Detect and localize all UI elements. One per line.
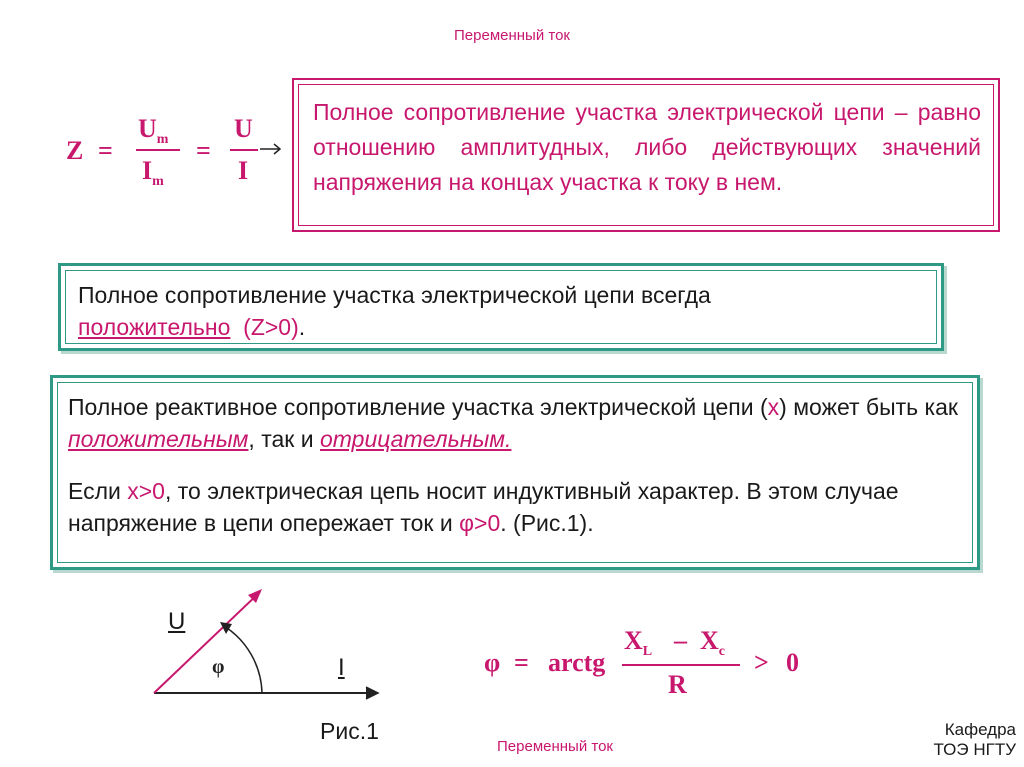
phi-condition: φ>0	[459, 510, 501, 536]
phi-label: φ	[212, 656, 225, 678]
phi-symbol: φ	[484, 648, 501, 677]
greater-than-sign: >	[754, 648, 769, 677]
z-symbol: Z	[66, 136, 84, 165]
xc-term: $X_c$	[700, 626, 725, 660]
xl-term: $X_L$	[624, 626, 653, 660]
reactance-box	[50, 375, 980, 570]
impedance-positive-box	[58, 263, 944, 351]
arrow-right-icon	[260, 142, 284, 156]
equals-sign: =	[98, 136, 113, 165]
u-numerator: U	[234, 114, 253, 143]
phasor-diagram	[140, 580, 400, 710]
fraction-bar	[230, 149, 258, 151]
slide-title: Переменный ток	[454, 27, 570, 44]
equals-sign: =	[514, 648, 529, 677]
figure-caption: Рис.1	[320, 718, 379, 744]
inductive-paragraph: Если x>0, то электрическая цепь носит индуктивный характер. В этом случае напряжение в цепи опережает ток и φ>0. (Рис.1).	[68, 478, 899, 536]
fraction-bar	[622, 664, 740, 666]
fraction-bar	[136, 149, 180, 151]
im-denominator: $I_m$	[142, 156, 164, 190]
zero-value: 0	[786, 648, 799, 677]
department-label: Кафедра ТОЭ НГТУ	[933, 720, 1016, 759]
r-denominator: R	[668, 670, 687, 699]
um-numerator: $U_m$	[138, 114, 169, 148]
i-denominator: I	[238, 156, 249, 185]
z-condition: (Z>0)	[243, 314, 299, 340]
arctg-function: arctg	[548, 648, 606, 677]
positive-term: положительным	[68, 426, 249, 452]
definition-box	[292, 78, 1000, 232]
positive-term: положительно	[78, 314, 231, 340]
impedance-positive-text: Полное сопротивление участка электрической цепи всегда положительно (Z>0).	[78, 282, 711, 340]
phase-formula	[478, 622, 818, 712]
reactance-paragraph: Полное реактивное сопротивление участка электрической цепи (x) может быть как положительным, так и отрицательным.	[68, 394, 958, 452]
negative-term: отрицательным.	[319, 426, 512, 452]
definition-text: Полное сопротивление участка электрической цепи – равно отношению амплитудных, либо действующих значений напряжения на концах участка к току в нем.	[313, 99, 981, 195]
u-label: U	[168, 608, 186, 635]
phi-arc	[224, 626, 262, 693]
i-label: I	[338, 654, 345, 681]
impedance-formula	[62, 112, 292, 202]
footer-title: Переменный ток	[497, 738, 613, 755]
minus-sign: –	[674, 626, 687, 655]
x-condition: x>0	[127, 478, 165, 504]
equals-sign: =	[196, 136, 211, 165]
